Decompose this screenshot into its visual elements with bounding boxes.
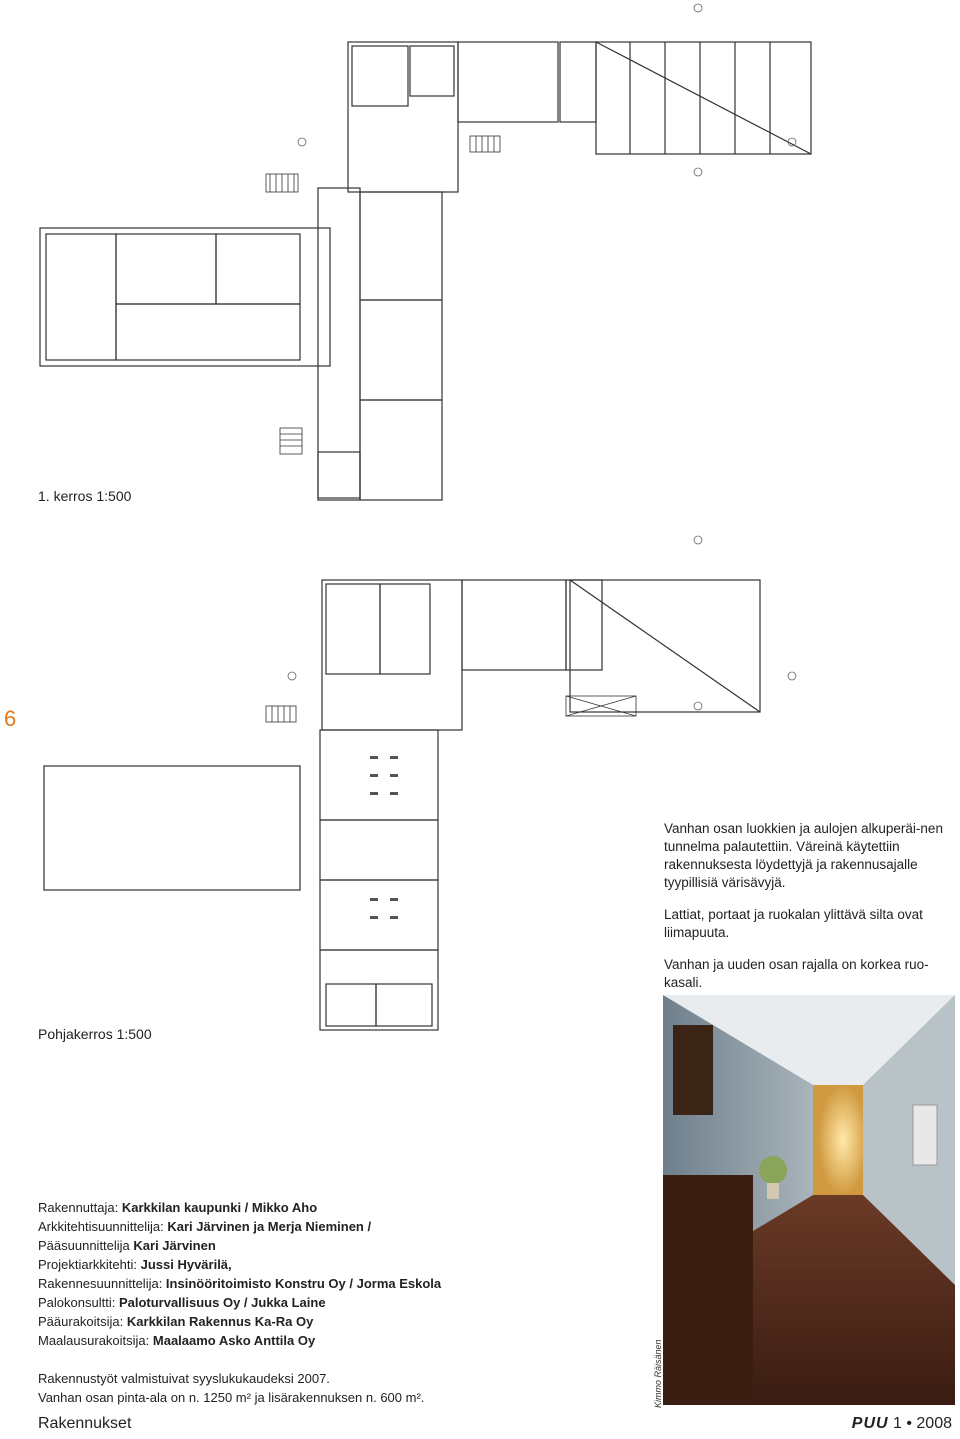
credit-row	[38, 1236, 638, 1255]
upper-plan-caption: 1. kerros 1:500	[38, 488, 132, 504]
credit-value: Paloturvallisuus Oy / Jukka Laine	[118, 1295, 326, 1310]
magazine-logo: PUU	[851, 1415, 889, 1432]
credit-label: Pääurakoitsija:	[38, 1314, 127, 1329]
footer-section: Rakennukset	[38, 1415, 132, 1432]
credit-value: Maalaamo Asko Anttila Oy	[152, 1333, 316, 1348]
photo-credit: Kimmo Räisänen	[653, 1339, 663, 1408]
credit-label: Pääsuunnittelija	[38, 1238, 134, 1253]
side-paragraph-2: Lattiat, portaat ja ruokalan ylittävä silta ovat liimapuuta.	[664, 907, 923, 940]
credit-value: Insinööritoimisto Konstru Oy / Jorma Eskola	[165, 1276, 442, 1291]
credit-value: Kari Järvinen ja Merja Nieminen /	[167, 1219, 372, 1234]
upper-floor-plan	[30, 0, 930, 525]
credit-label: Arkkitehtisuunnittelija:	[38, 1219, 168, 1234]
issue-number: 1 • 2008	[893, 1415, 952, 1432]
credit-label: Rakennesuunnittelija:	[38, 1276, 166, 1291]
corridor-photo	[663, 995, 955, 1405]
corridor-photo-image	[663, 995, 955, 1405]
lower-plan-caption: Pohjakerros 1:500	[38, 1026, 152, 1042]
credit-label: Palokonsultti:	[38, 1295, 119, 1310]
completion-text: Rakennustyöt valmistuivat syyslukukaudeksi 2007.	[38, 1371, 330, 1386]
credit-label: Projektiarkkitehti:	[38, 1257, 141, 1272]
credit-label: Maalausurakoitsija:	[38, 1333, 153, 1348]
side-paragraph-1: Vanhan osan luokkien ja aulojen alkuperäi-nen tunnelma palautettiin. Väreinä käytettiin rakennuksesta löydettyjä ja rakennusajalle tyypillisiä värisävyjä.	[664, 821, 943, 890]
credit-row	[38, 1293, 638, 1312]
credit-row	[38, 1312, 638, 1331]
credit-value: Jussi Hyvärilä,	[140, 1257, 232, 1272]
side-text	[664, 820, 946, 1006]
area-text: Vanhan osan pinta-ala on n. 1250 m² ja lisärakennuksen n. 600 m².	[38, 1390, 425, 1405]
side-paragraph-3: Vanhan ja uuden osan rajalla on korkea ruo-kasali.	[664, 957, 929, 990]
credit-row	[38, 1274, 638, 1293]
project-credits	[38, 1198, 638, 1407]
credit-row	[38, 1217, 638, 1236]
footer-magazine	[852, 1415, 952, 1433]
credit-value: Kari Järvinen	[133, 1238, 216, 1253]
credit-row	[38, 1255, 638, 1274]
credit-row	[38, 1198, 638, 1217]
credit-value: Karkkilan kaupunki / Mikko Aho	[121, 1200, 318, 1215]
page-number: 6	[4, 706, 17, 731]
credit-label: Rakennuttaja:	[38, 1200, 122, 1215]
credit-row	[38, 1331, 638, 1350]
credit-value: Karkkilan Rakennus Ka-Ra Oy	[126, 1314, 314, 1329]
